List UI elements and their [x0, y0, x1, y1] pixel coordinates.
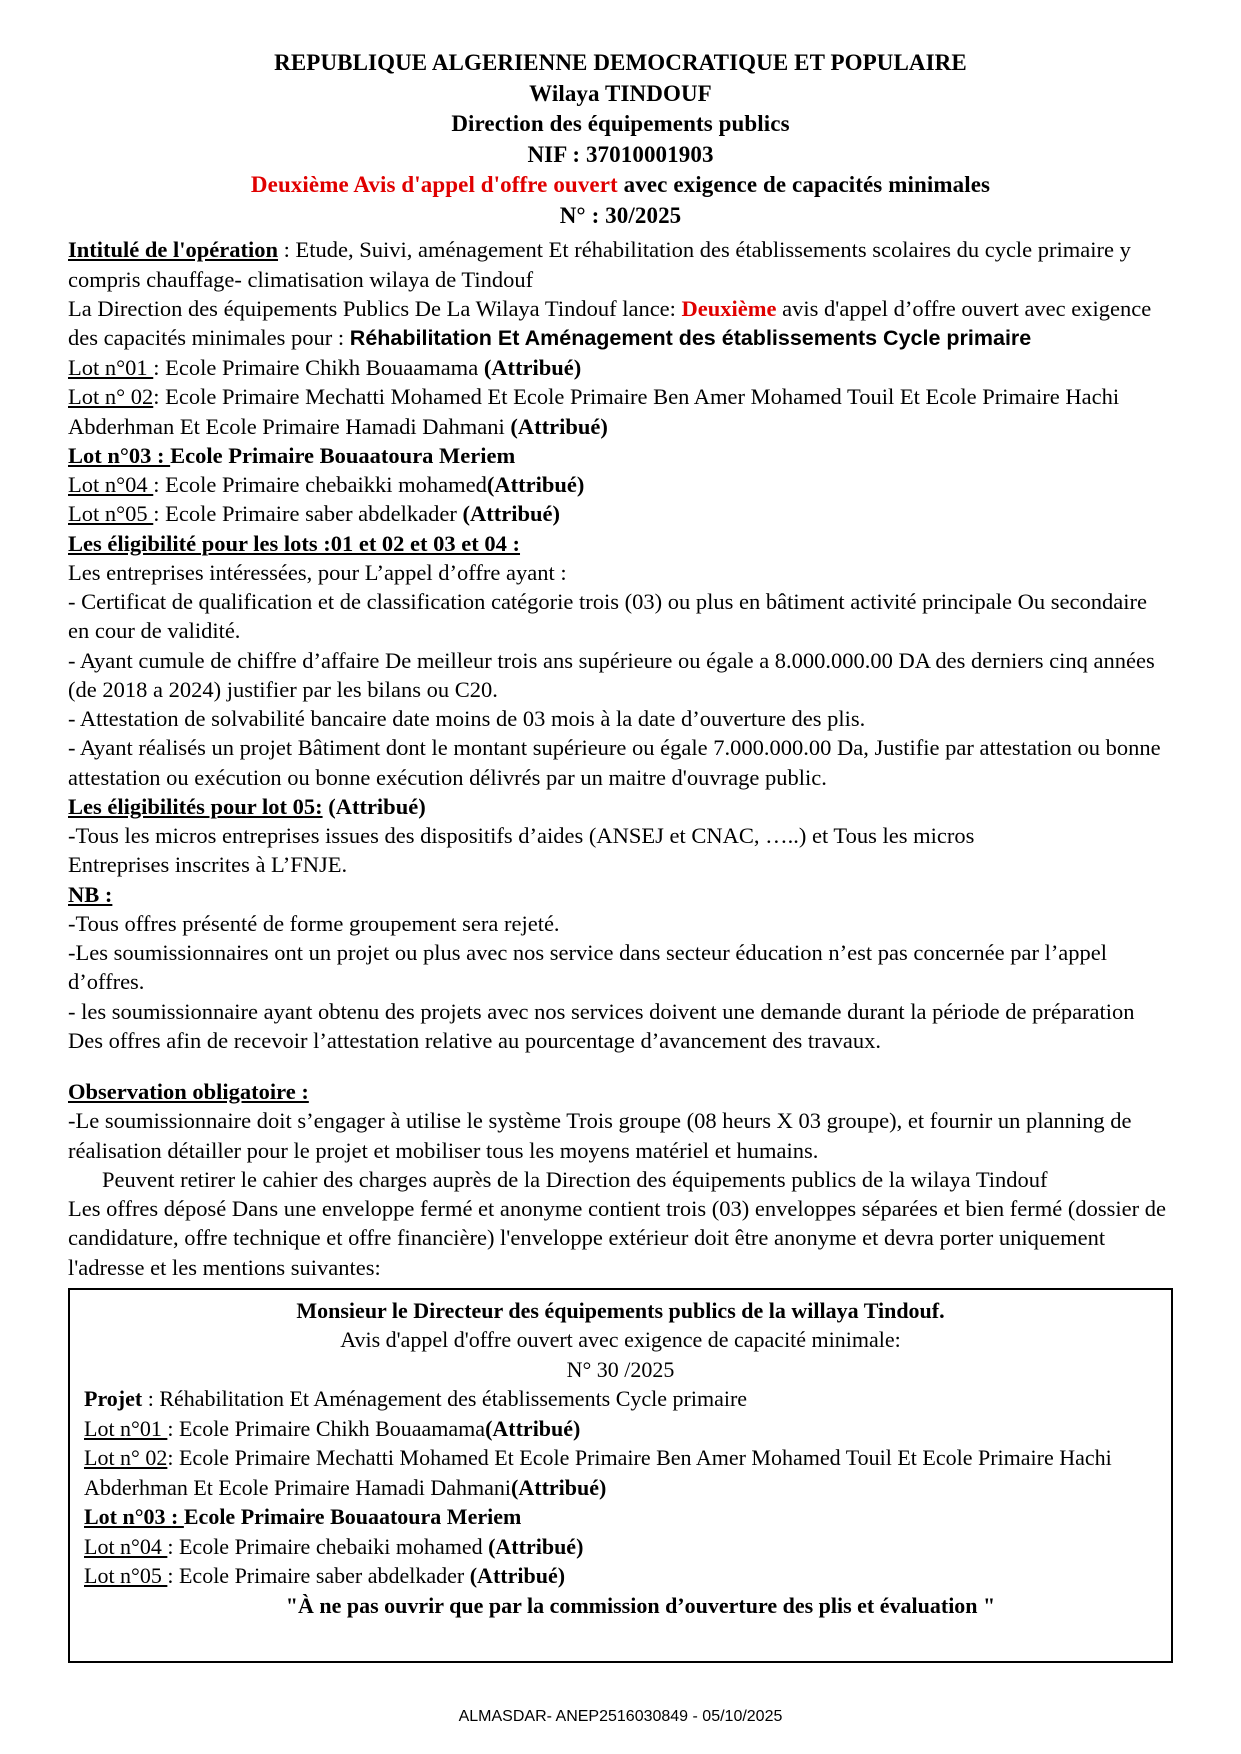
eligibility-item: - Ayant cumule de chiffre d’affaire De meilleur trois ans supérieure ou égale a 8.000.000.00 DA des derniers cinq années (de 2018 a 2024) justifier par les bilans ou C20. [68, 647, 1155, 702]
eligibility-item: - Ayant réalisés un projet Bâtiment dont le montant supérieure ou égale 7.000.000.00 Da, Justifie par attestation ou bonne attestation ou exécution ou bonne exécution délivrés par un maitre d'ouvrage public. [68, 735, 1161, 790]
lot-status: (Attribué) [510, 413, 608, 439]
list-item [84, 1443, 1157, 1502]
document-body [68, 235, 1173, 1663]
observation-line-3: Les offres déposé Dans une enveloppe fermé et anonyme contient trois (03) enveloppes séparées et bien fermé (dossier de candidature, offre technique et offre financière) l'enveloppe extérieur doit être anonyme et devra porter uniquement l'adresse et les mentions suivantes: [68, 1196, 1166, 1280]
eligibility-item: - Certificat de qualification et de classification catégorie trois (03) ou plus en bâtiment activité principale Ou secondaire en cour de validité. [68, 589, 1147, 644]
lot-label: Lot n°04 [84, 1533, 168, 1559]
eligibility-intro: Les entreprises intéressées, pour L’appel d’offre ayant : [68, 559, 567, 585]
header-nif: NIF : 37010001903 [527, 141, 714, 167]
lot-name: Ecole Primaire Bouaatoura Meriem [170, 442, 516, 468]
lot-separator: : [153, 472, 166, 498]
envelope-project-text: : Réhabilitation Et Aménagement des établissements Cycle primaire [142, 1386, 748, 1412]
lot-status: (Attribué) [469, 1563, 566, 1589]
lot-separator: : [167, 1445, 179, 1471]
header-notice-number: N° : 30/2025 [559, 202, 682, 228]
list-item [68, 382, 1173, 441]
lot-status: (Attribué) [483, 355, 582, 381]
list-item [84, 1502, 1157, 1531]
eligibility-title-lot-5 [68, 792, 1173, 821]
lot-name: Ecole Primaire Chikh Bouaamama [165, 355, 484, 381]
lot-name: Ecole Primaire chebaiki mohamed [178, 1533, 489, 1559]
observation-line-2 [68, 1165, 1173, 1194]
observation-title: Observation obligatoire : [68, 1079, 309, 1105]
launch-paragraph [68, 294, 1173, 353]
envelope-addressee: Monsieur le Directeur des équipements publics de la willaya Tindouf. [296, 1297, 945, 1323]
lot-status: (Attribué) [485, 1415, 581, 1441]
lot-separator: : [167, 1533, 179, 1559]
header-notice-title [68, 170, 1173, 201]
lot-status: (Attribué) [486, 472, 585, 498]
document-header [68, 48, 1173, 231]
lot-label: Lot n°03 [84, 1504, 172, 1530]
operation-label: Intitulé de l'opération [68, 237, 279, 263]
lot-label: Lot n°01 [68, 355, 154, 381]
lot-separator: : [153, 355, 166, 381]
lot-label: Lot n°04 [68, 472, 154, 498]
lot-status: (Attribué) [462, 501, 560, 527]
lot-separator: : [167, 1563, 179, 1589]
operation-paragraph [68, 235, 1173, 294]
lot-label: Lot n° 02 [68, 384, 154, 410]
lot-status: (Attribué) [511, 1474, 607, 1500]
spacer [68, 1055, 1173, 1077]
launch-prefix: La Direction des équipements Publics De La Wilaya Tindouf lance: [68, 295, 682, 321]
observation-line-1: -Le soumissionnaire doit s’engager à utilise le système Trois groupe (08 heurs X 03 groupe), et fournir un planning de réalisation détailler pour le projet et mobiliser tous les moyens matériel et humains. [68, 1108, 1132, 1163]
envelope-warning-quote: "À ne pas ouvrir que par la commission d’ouverture des plis et évaluation " [285, 1592, 996, 1618]
lot-label: Lot n° 02 [84, 1445, 168, 1471]
list-item [84, 1414, 1157, 1443]
launch-mid: avis d'appel d’offre ouvert avec exigence des capacités minimales pour : [68, 295, 1152, 351]
nb-title: NB : [68, 881, 113, 907]
eligibility-lot5-label: Les éligibilités pour lot 05: [68, 793, 323, 819]
eligibility-item: - Attestation de solvabilité bancaire date moins de 03 mois à la date d’ouverture des plis. [68, 706, 866, 732]
lot-separator: : [153, 384, 166, 410]
envelope-subtitle: Avis d'appel d'offre ouvert avec exigence de capacité minimale: [340, 1327, 901, 1353]
eligibility-lot5-status: (Attribué) [322, 793, 426, 819]
header-republic: REPUBLIQUE ALGERIENNE DEMOCRATIQUE ET POPULAIRE [274, 50, 967, 75]
operation-text: : Etude, Suivi, aménagement Et réhabilitation des établissements scolaires du cycle primaire y compris chauffage- climatisation wilaya de Tindouf [68, 237, 1131, 292]
list-item [84, 1561, 1157, 1590]
eligibility-lot5-line-2: Entreprises inscrites à L’FNJE. [68, 852, 348, 878]
envelope-address-box [68, 1288, 1173, 1663]
list-item [68, 470, 1173, 499]
envelope-project [84, 1384, 1157, 1413]
nb-item: -Tous offres présenté de forme groupement sera rejeté. [68, 910, 560, 936]
header-wilaya: Wilaya TINDOUF [529, 80, 712, 106]
launch-highlight: Deuxième [681, 295, 777, 321]
notice-title-highlight: Deuxième Avis d'appel d'offre ouvert [250, 172, 618, 198]
nb-item-continuation: Des offres afin de recevoir l’attestation relative au pourcentage d’avancement des travaux. [68, 1027, 881, 1053]
page-footer: ALMASDAR- ANEP2516030849 - 05/10/2025 [458, 1708, 783, 1725]
header-direction: Direction des équipements publics [451, 111, 790, 137]
list-item [68, 499, 1173, 528]
lot-separator: : [153, 501, 166, 527]
lot-separator: : [171, 1504, 184, 1530]
lot-name: Ecole Primaire saber abdelkader [178, 1563, 470, 1589]
nb-item: -Les soumissionnaires ont un projet ou plus avec nos service dans secteur éducation n’est pas concernée par l’appel d’offres. [68, 940, 1108, 995]
lot-separator: : [167, 1415, 179, 1441]
lot-name: Ecole Primaire Bouaatoura Meriem [183, 1504, 522, 1530]
lot-status: (Attribué) [488, 1533, 584, 1559]
lot-label: Lot n°01 [84, 1415, 168, 1441]
nb-item: - les soumissionnaire ayant obtenu des projets avec nos services doivent une demande durant la période de préparation [68, 998, 1135, 1024]
lot-name: Ecole Primaire Mechatti Mohamed Et Ecole Primaire Ben Amer Mohamed Touil Et Ecole Primaire Hachi Abderhman Et Ecole Primaire Hamadi Dahmani [84, 1445, 1112, 1500]
eligibility-lot5-line-1: -Tous les micros entreprises issues des dispositifs d’aides (ANSEJ et CNAC, …..) et Tous les micros [68, 823, 975, 849]
lot-list [68, 353, 1173, 529]
lot-name: Ecole Primaire saber abdelkader [165, 501, 463, 527]
lot-label: Lot n°03 [68, 442, 158, 468]
project-name: Réhabilitation Et Aménagement des établissements Cycle primaire [349, 326, 1032, 351]
lot-name: Ecole Primaire Mechatti Mohamed Et Ecole Primaire Ben Amer Mohamed Touil Et Ecole Primaire Hachi Abderhman Et Ecole Primaire Hamadi Dahmani [68, 384, 1120, 439]
eligibility-title-lots-1-4: Les éligibilité pour les lots :01 et 02 et 03 et 04 : [68, 530, 521, 556]
lot-label: Lot n°05 [84, 1563, 168, 1589]
notice-title-rest: avec exigence de capacités minimales [617, 172, 991, 198]
lot-separator: : [157, 442, 171, 468]
list-item [68, 353, 1173, 382]
observation-line-2-text: Peuvent retirer le cahier des charges auprès de la Direction des équipements publics de la wilaya Tindouf [102, 1166, 1048, 1192]
lot-name: Ecole Primaire Chikh Bouaamama [178, 1415, 486, 1441]
envelope-number: N° 30 /2025 [566, 1356, 675, 1382]
envelope-project-label: Projet [84, 1386, 143, 1412]
lot-label: Lot n°05 [68, 501, 154, 527]
list-item [84, 1532, 1157, 1561]
lot-name: Ecole Primaire chebaikki mohamed [165, 472, 487, 498]
list-item [68, 441, 1173, 470]
